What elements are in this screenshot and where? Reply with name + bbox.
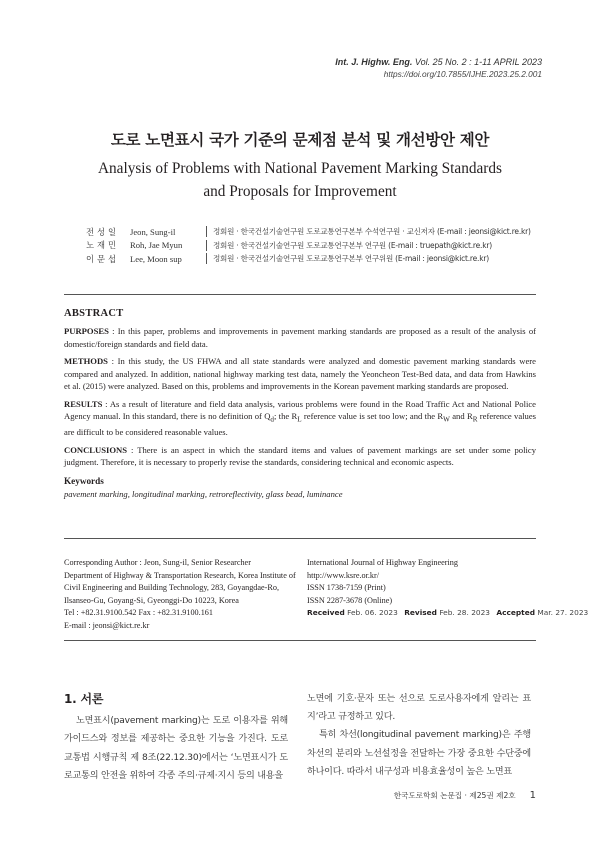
author-affiliation: 정회원 · 한국건설기술연구원 도로교통연구본부 연구원 (E-mail : truepath@kict.re.kr) (213, 240, 492, 250)
purposes-label: PURPOSES (64, 326, 109, 337)
meta-bottom-rule (64, 640, 536, 641)
body-column-left (64, 690, 288, 785)
author-affiliation: 정회원 · 한국건설기술연구원 도로교통연구본부 연구위원 (E-mail : jeonsi@kict.re.kr) (213, 254, 489, 264)
received-date: Feb. 06. 2023 (347, 608, 398, 617)
section-heading: 1. 서론 (64, 692, 104, 706)
body-paragraph: 특히 차선(longitudinal pavement marking)은 주행차선의 분리와 노선설정을 전달하는 가장 중요한 수단중에 하나이다. 따라서 내구성과 비용효율성이 높은 노면표 (307, 730, 531, 777)
journal-abbr: Int. J. Highw. Eng. (335, 57, 413, 67)
corresponding-author: Corresponding Author : Jeon, Sung-il, Senior Researcher (64, 558, 251, 567)
results-text: ; the R (273, 411, 298, 422)
journal-url[interactable]: http://www.ksre.or.kr/ (307, 570, 380, 580)
author-row (86, 252, 531, 266)
corresponding-phone: Tel : +82.31.9100.542 Fax : +82.31.9100.161 (64, 608, 213, 617)
footer-journal: 한국도로학회 논문집 · 제25권 제2호 (393, 791, 516, 800)
abstract-purposes (64, 325, 536, 350)
keywords-list: pavement marking, longitudinal marking, retroreflectivity, glass bead, luminance (64, 488, 343, 499)
author-row (86, 225, 531, 239)
author-name-en: Lee, Moon sup (130, 253, 182, 264)
journal-header (335, 56, 542, 80)
methods-label: METHODS (64, 356, 108, 367)
journal-name: International Journal of Highway Engineering (307, 558, 458, 567)
journal-doi[interactable]: https://doi.org/10.7855/IJHE.2023.25.2.001 (383, 69, 542, 79)
corresponding-author-box (64, 557, 296, 632)
results-text: : As a result of literature and field data analysis, various problems were found in the Road Traffic Act and National Police Agency manual. In this standard, there is no definition of Q (64, 398, 536, 422)
results-text: and R (449, 411, 473, 422)
author-row (86, 239, 531, 253)
title-english: Analysis of Problems with National Pavement Marking Standards and Proposals for Improvement (97, 160, 503, 200)
abstract-methods (64, 355, 536, 392)
author-list (86, 225, 531, 266)
purposes-text: : In this paper, problems and improvements in pavement marking standards are proposed as a result of the analysis of domestic/foreign standards and field data. (64, 326, 536, 349)
divider (206, 240, 207, 251)
author-affiliation: 정회원 · 한국건설기술연구원 도로교통연구본부 수석연구원 · 교신저자 (E-mail : jeonsi@kict.re.kr) (213, 227, 531, 237)
results-text: reference values are difficult to be considered reasonable values. (64, 411, 536, 438)
revised-date: Feb. 28. 2023 (439, 608, 491, 617)
revised-label: Revised (404, 608, 437, 617)
corresponding-address: Department of Highway & Transportation Research, Korea Institute of Civil Engineering and Building Technology, 283, Goyangdae-Ro, Ilsanseo-Gu, Goyang-Si, Gyeonggi-Do 10223, Korea (64, 570, 296, 605)
issn-print: ISSN 1738-7159 (Print) (307, 583, 386, 592)
conclusions-text: : There is an aspect in which the standard items and values of pavement markings are set under some policy judgment. Therefore, it is necessary to properly revise the standards, considering technical and economic aspects. (64, 444, 536, 468)
results-subscript: L (297, 415, 302, 424)
abstract (64, 308, 536, 500)
results-subscript: d (270, 415, 274, 424)
abstract-results (64, 398, 536, 439)
results-subscript: W (443, 415, 450, 424)
methods-text: : In this study, the US FHWA and all state standards were analyzed and domestic pavement marking standards were compared and analyzed. In addition, national highway marking test data, namely the Yeoncheon Test-Bed data, and data from Hawkins et al. (2015) were analyzed. Based on this, problems and improvements in the Korean pavement marking standards are proposed. (64, 356, 536, 391)
results-subscript: R (472, 415, 478, 424)
page-number: 1 (529, 790, 536, 801)
author-name-ko: 노재민 (86, 240, 120, 251)
author-name-ko: 전성일 (86, 226, 120, 237)
author-name-ko: 이문섭 (86, 253, 120, 264)
keywords-label: Keywords (64, 476, 104, 487)
body-column-right (307, 690, 531, 781)
abstract-conclusions (64, 444, 536, 469)
author-name-en: Roh, Jae Myun (130, 240, 183, 251)
author-name-en: Jeon, Sung-il (130, 226, 176, 237)
submission-dates (307, 607, 589, 620)
divider (206, 226, 207, 237)
abstract-bottom-rule (64, 538, 536, 539)
corresponding-email[interactable]: E-mail : jeonsi@kict.re.kr (64, 620, 150, 630)
results-label: RESULTS (64, 398, 103, 409)
conclusions-label: CONCLUSIONS (64, 444, 128, 455)
page-footer (394, 790, 536, 801)
title-korean: 도로 노면표시 국가 기준의 문제점 분석 및 개선방안 제안 (110, 131, 490, 149)
divider (206, 253, 207, 264)
body-paragraph: 노면에 기호·문자 또는 선으로 도로사용자에게 알리는 표지’라고 규정하고 있다. (307, 694, 531, 723)
abstract-heading: ABSTRACT (64, 308, 124, 319)
accepted-label: Accepted (496, 608, 535, 617)
accepted-date: Mar. 27. 2023 (537, 608, 589, 617)
abstract-top-rule (64, 294, 536, 295)
body-paragraph: 노면표시(pavement marking)는 도로 이용자를 위해 가이드스와 정보를 제공하는 중요한 기능을 가진다. 도로교통법 시행규칙 제 8조(22.12.30)에서는 ‘노면표시가 도로교통의 안전을 위하여 각종 주의·규제·지시 등의 내용을 (64, 716, 288, 781)
journal-volume: Vol. 25 No. 2 : 1-11 APRIL 2023 (414, 57, 542, 67)
issn-online: ISSN 2287-3678 (Online) (307, 595, 393, 605)
journal-info-box (307, 557, 589, 620)
results-text: reference value is set too low; and the R (301, 411, 444, 422)
received-label: Received (307, 608, 345, 617)
